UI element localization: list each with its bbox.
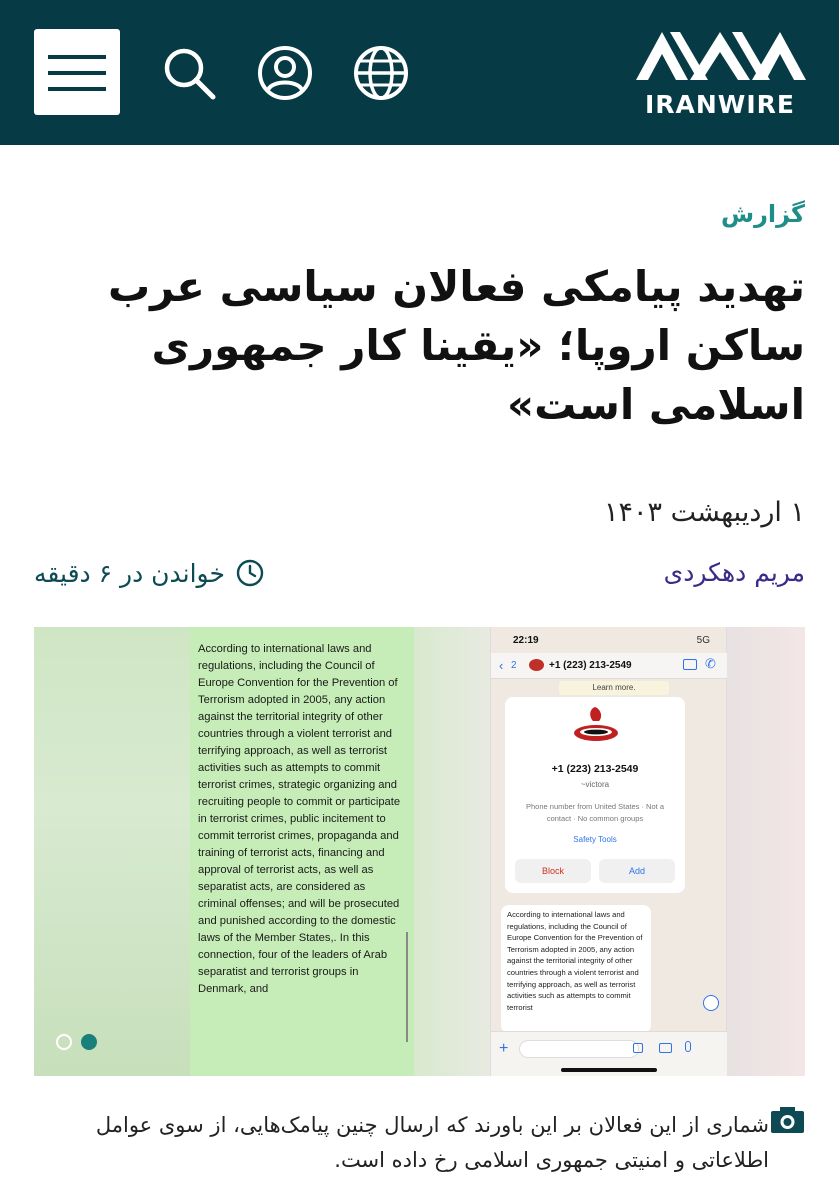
menu-icon-line [48,55,106,59]
back-icon: ‹ [499,658,504,673]
add-button: Add [599,859,675,883]
message-text: According to international laws and regulations, including the Council of Europe Convention for the Prevention of Terrorism adopted in 2005, any action against the territorial integrity of other countries through a violent terrorist and terrifying approach, as well as terrorist activities such as attempts to commit terrorist [507,910,643,1012]
chat-header [491,653,728,679]
message-input-bar [491,1031,728,1076]
note-scrollbar [406,932,408,1042]
note-text: According to international laws and regulations, including the Council of Europe Convention for the Prevention of Terrorism adopted in 2005, any action against the territorial integrity of other countries through a violent terrorist and terrifying approach, as well as terrorist activities such as attempts to commit terrorist crimes, strategic organizing and recruiting people to commit or participate in terrorist crimes, public incitement to commit terrorist crimes, propaganda and training of terrorist acts, financing and approval of terrorist acts, as well as separatist acts, are considered as criminal offenses; and will be prosecuted and punished according to the domestic laws of the Member States,. In this connection, four of the leaders of Arab separatist and terrorist groups in Denmark, and [198,643,401,995]
message-input-field [519,1040,639,1058]
read-time-label: خواندن در ۶ دقیقه [34,558,225,588]
contact-avatar [529,659,544,671]
phone-status-bar [491,627,728,651]
blurred-background [34,627,194,1076]
home-indicator [561,1068,657,1072]
menu-icon-line [48,71,106,75]
article-category[interactable]: گزارش [720,200,805,228]
slide-indicator [56,1034,97,1050]
camera-icon [659,1043,672,1053]
phone-call-icon: ✆ [705,656,716,671]
article-author[interactable]: مریم دهکردی [663,558,805,587]
iranwire-logo[interactable] [630,28,810,120]
screenshot-note [190,627,414,1076]
microphone-icon [685,1041,691,1052]
phone-screenshot [490,627,727,1076]
search-icon[interactable] [160,44,218,102]
image-caption: شماری از این فعالان بر این باورند که ارسال چنین پیامک‌هایی، از سوی عوامل اطلاعاتی و امنیتی جمهوری اسلامی رخ داده است. [95,1113,769,1172]
chat-header-number: +1 (223) 213-2549 [549,660,632,671]
block-button: Block [515,859,591,883]
camera-icon [770,1106,805,1134]
menu-icon-line [48,87,106,91]
top-bar [0,0,839,145]
slide-dot-2-active[interactable] [81,1034,97,1050]
scroll-down-icon [703,995,719,1011]
logo-mark-icon [630,28,810,86]
contact-number: +1 (223) 213-2549 [551,763,639,775]
safety-tools-link: Safety Tools [573,835,617,844]
contact-card [505,697,685,893]
blurred-background-right [727,627,805,1076]
user-icon[interactable] [256,44,314,102]
learn-more-banner: Learn more. [559,681,669,695]
back-count: 2 [511,660,517,671]
phone-time: 22:19 [513,635,539,646]
contact-info: Phone number from United States · Not a contact · No common groups [526,802,664,823]
article-title: تهدید پیامکی فعالان سیاسی عرب ساکن اروپا؛ «یقینا کار جمهوری اسلامی است» [107,262,805,429]
phone-signal: 5G [696,635,710,646]
read-time [34,555,265,591]
plus-icon: + [499,1040,509,1057]
globe-icon[interactable] [352,44,410,102]
sticker-icon [633,1043,643,1053]
video-call-icon [683,659,697,670]
article-date: ۱ اردیبهشت ۱۴۰۳ [604,497,805,528]
clock-icon [235,558,265,588]
slide-dot-1[interactable] [56,1034,72,1050]
stop-terrorism-logo-icon [571,705,621,745]
message-bubble [501,905,651,1033]
contact-name: ~victora [580,780,610,789]
image-gallery[interactable] [34,627,805,1076]
logo-text: IRANWIRE [644,90,796,119]
menu-button[interactable] [34,29,120,115]
